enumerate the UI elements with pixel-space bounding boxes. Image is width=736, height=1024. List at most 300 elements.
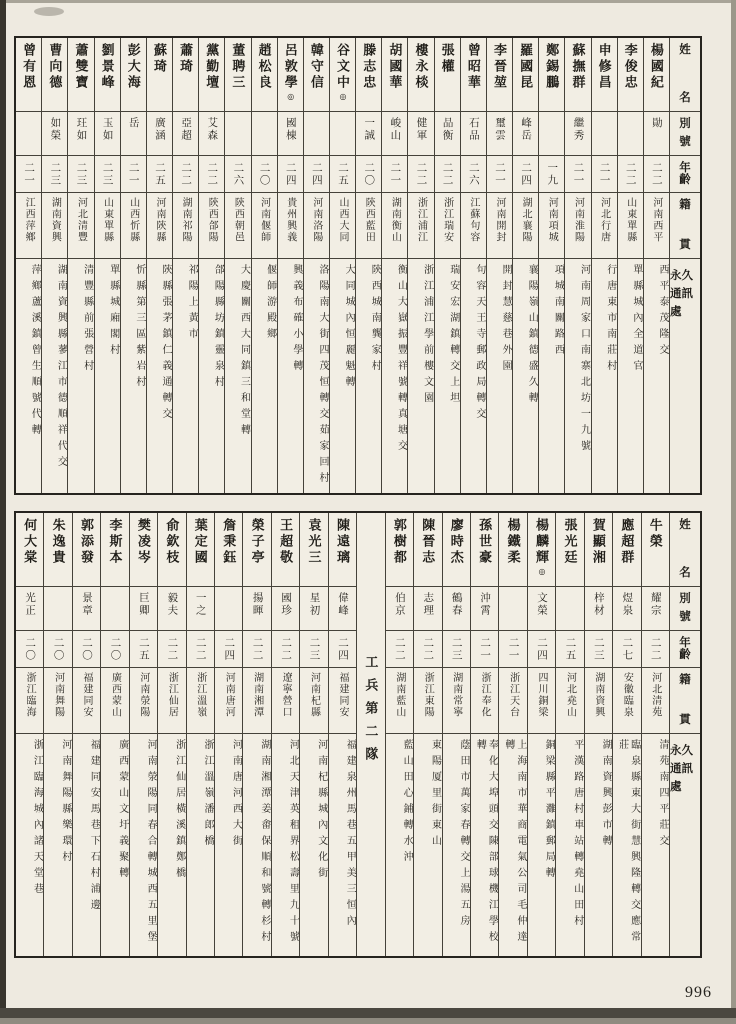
person-alias: 玉如 — [101, 117, 113, 142]
age-cell — [382, 156, 407, 193]
person-name: 楊麟輝◎ — [534, 518, 550, 576]
person-age: 二二 — [251, 637, 263, 662]
person-address: 清苑南四平莊交 — [657, 739, 668, 851]
person-alias: 亞超 — [180, 117, 192, 142]
name-cell — [158, 513, 185, 587]
alias-cell — [225, 112, 250, 156]
alias-cell — [44, 587, 71, 631]
address-cell — [199, 259, 224, 493]
entry-column — [173, 38, 199, 493]
person-origin: 貴州興義 — [284, 197, 296, 243]
header-char: 貫 — [679, 713, 691, 726]
entry-column — [16, 38, 42, 493]
person-alias: 勛 — [650, 117, 662, 130]
alias-cell — [199, 112, 224, 156]
person-age: 二二 — [422, 637, 434, 662]
person-origin: 浙江瑞安 — [441, 197, 453, 243]
person-alias: 煜泉 — [621, 592, 633, 617]
address-cell — [243, 734, 270, 956]
person-alias: 廣涵 — [153, 117, 165, 142]
directory-tables — [14, 36, 702, 958]
address-cell — [44, 734, 71, 956]
entry-column — [304, 38, 330, 493]
address-cell — [528, 734, 555, 956]
header-char: 籍 — [679, 674, 691, 686]
person-address: 湖南湘潭姜畬保順和號轉杉村 — [258, 739, 270, 947]
age-cell — [556, 631, 583, 668]
person-alias: 峰岳 — [520, 117, 532, 142]
person-origin: 浙江浦江 — [415, 197, 427, 243]
name-cell — [44, 513, 71, 587]
alias-cell — [592, 112, 617, 156]
person-age: 二二 — [650, 162, 662, 187]
person-origin: 河南陝縣 — [153, 197, 165, 243]
address-cell — [435, 259, 460, 493]
person-address: 福建泉州馬巷五甲美三恒內 — [344, 739, 356, 931]
person-name: 葉定國 — [192, 518, 208, 566]
person-name: 王超敬 — [278, 518, 294, 566]
entry-column — [147, 38, 173, 493]
alias-cell — [443, 587, 470, 631]
age-cell — [272, 631, 299, 668]
name-cell — [16, 513, 43, 587]
origin-cell — [414, 668, 441, 734]
person-origin: 安徽臨泉 — [621, 672, 633, 718]
person-origin: 河南項城 — [546, 197, 558, 243]
person-address: 廣西蒙山文圩義聚轉 — [116, 739, 128, 883]
person-origin: 湖南祁陽 — [180, 197, 192, 243]
name-cell — [121, 38, 146, 112]
entry-column — [408, 38, 434, 493]
person-address: 郃陽縣坊鎮靈泉村 — [212, 264, 224, 392]
address-cell — [130, 734, 157, 956]
origin-cell — [173, 193, 198, 259]
name-cell — [199, 38, 224, 112]
name-mark: ◎ — [338, 91, 348, 101]
alias-cell — [215, 587, 242, 631]
entry-column — [565, 38, 591, 493]
person-address: 忻縣第三區紫岩村 — [133, 264, 145, 392]
person-name: 詹秉鈺 — [221, 518, 237, 566]
person-origin: 河南滎陽 — [137, 672, 149, 718]
header-char: 號 — [679, 610, 691, 623]
address-cell — [592, 259, 617, 493]
age-cell — [471, 631, 498, 668]
person-age: 二一 — [23, 162, 35, 187]
age-cell — [330, 156, 355, 193]
name-cell — [585, 513, 612, 587]
age-cell — [644, 156, 669, 193]
entry-column — [42, 38, 68, 493]
alias-cell — [528, 587, 555, 631]
section-divider-label: 工兵第二隊 — [363, 655, 379, 770]
address-cell — [278, 259, 303, 493]
address-cell — [386, 734, 413, 956]
person-alias: 文榮 — [536, 592, 548, 617]
name-cell — [42, 38, 67, 112]
person-alias: 石品 — [467, 117, 479, 142]
person-alias: 毅夫 — [166, 592, 178, 617]
entry-column — [16, 513, 44, 956]
person-age: 二五 — [137, 637, 149, 662]
column-header-origin — [670, 668, 700, 734]
origin-cell — [16, 193, 41, 259]
person-name: 孫世豪 — [477, 518, 493, 566]
entry-column — [499, 513, 527, 956]
origin-cell — [304, 193, 329, 259]
origin-cell — [147, 193, 172, 259]
entry-column — [592, 38, 618, 493]
person-address: 上海南市華商電氣公司毛仲達轉 — [502, 739, 526, 947]
person-age: 二二 — [649, 637, 661, 662]
person-address: 浙江溫嶺潘郎橋 — [202, 739, 213, 851]
entry-column — [121, 38, 147, 493]
person-origin: 浙江奉化 — [479, 672, 491, 718]
person-alias: 志理 — [422, 592, 434, 617]
person-age: 二四 — [284, 162, 296, 187]
scan-edge-right — [731, 0, 736, 1024]
age-cell — [435, 156, 460, 193]
alias-cell — [147, 112, 172, 156]
person-age: 二三 — [75, 162, 87, 187]
origin-cell — [243, 668, 270, 734]
alias-cell — [329, 587, 356, 631]
origin-cell — [329, 668, 356, 734]
person-address: 平漢路唐村車站轉堯山田村 — [571, 739, 583, 931]
header-char: 處 — [670, 781, 682, 793]
person-name: 滕志忠 — [361, 43, 377, 91]
person-age: 二四 — [310, 162, 322, 187]
address-cell — [642, 734, 669, 956]
person-address: 河南舞陽縣樂環村 — [59, 739, 71, 867]
person-name: 呂敦學◎ — [282, 43, 298, 101]
header-char: 永 — [670, 745, 682, 757]
entry-column — [68, 38, 94, 493]
alias-cell — [173, 112, 198, 156]
age-cell — [95, 156, 120, 193]
alias-cell — [300, 587, 327, 631]
person-alias: 鶴春 — [450, 592, 462, 617]
person-origin: 湖南資興 — [592, 672, 604, 718]
name-cell — [382, 38, 407, 112]
address-cell — [471, 734, 498, 956]
person-age: 二〇 — [109, 637, 121, 662]
age-cell — [243, 631, 270, 668]
person-origin: 陝西郃陽 — [206, 197, 218, 243]
name-cell — [642, 513, 669, 587]
header-char: 訊 — [681, 288, 693, 300]
person-name: 董聘三 — [230, 43, 246, 91]
person-age: 二一 — [507, 637, 519, 662]
person-alias: 星初 — [308, 592, 320, 617]
origin-cell — [252, 193, 277, 259]
age-cell — [158, 631, 185, 668]
person-name: 申修昌 — [596, 43, 612, 91]
origin-cell — [408, 193, 433, 259]
person-address: 開封慧慈巷外園 — [500, 264, 512, 376]
person-origin: 湖南藍山 — [393, 672, 405, 718]
entry-column — [252, 38, 278, 493]
name-cell — [187, 513, 214, 587]
name-cell — [243, 513, 270, 587]
person-name: 樊凌岑 — [135, 518, 151, 566]
person-age: 二三 — [308, 637, 320, 662]
entry-column — [73, 513, 101, 956]
age-cell — [278, 156, 303, 193]
person-name: 楊國紀 — [648, 43, 664, 91]
alias-cell — [101, 587, 128, 631]
entry-column — [642, 513, 670, 956]
name-cell — [225, 38, 250, 112]
entry-column — [471, 513, 499, 956]
person-alias: 巨卿 — [137, 592, 149, 617]
column-header-addr — [670, 259, 700, 493]
person-address: 臨泉縣東大街慧興隆轉交應常莊 — [616, 739, 640, 947]
age-cell — [487, 156, 512, 193]
person-address: 河南杞縣城內文化街 — [315, 739, 327, 883]
person-age: 二〇 — [81, 637, 93, 662]
origin-cell — [613, 668, 640, 734]
person-alias: 梓材 — [592, 592, 604, 617]
person-alias: 玨如 — [75, 117, 87, 142]
origin-cell — [121, 193, 146, 259]
header-char: 久 — [681, 745, 693, 757]
address-cell — [252, 259, 277, 493]
header-char: 別 — [679, 593, 691, 605]
person-age: 二三 — [49, 162, 61, 187]
roster-table-bottom — [14, 511, 702, 958]
address-cell — [101, 734, 128, 956]
person-address: 單縣城廂閣村 — [107, 264, 119, 360]
person-name: 曹向德 — [47, 43, 63, 91]
origin-cell — [225, 193, 250, 259]
address-cell — [356, 259, 381, 493]
column-header-alias — [670, 587, 700, 631]
person-name: 鄭錫鵬 — [544, 43, 560, 91]
origin-cell — [278, 193, 303, 259]
person-address: 河南唐河西大街 — [230, 739, 242, 851]
person-age: 二三 — [101, 162, 113, 187]
person-name: 劉景峰 — [99, 43, 115, 91]
person-origin: 河南洛陽 — [310, 197, 322, 243]
person-alias: 沖霄 — [479, 592, 491, 617]
entry-column — [461, 38, 487, 493]
entry-column — [356, 38, 382, 493]
person-name: 曾有恩 — [21, 43, 37, 91]
name-cell — [173, 38, 198, 112]
person-origin: 江蘇句容 — [467, 197, 479, 243]
age-cell — [642, 631, 669, 668]
address-cell — [565, 259, 590, 493]
person-address: 襄陽嶺山鎮德盛久轉 — [526, 264, 538, 408]
person-origin: 湖南湘潭 — [251, 672, 263, 718]
person-name: 郭添發 — [79, 518, 95, 566]
header-char: 姓 — [679, 519, 691, 531]
origin-cell — [158, 668, 185, 734]
age-cell — [513, 156, 538, 193]
person-age: 二五 — [337, 162, 349, 187]
header-char: 訊 — [681, 763, 693, 775]
address-cell — [443, 734, 470, 956]
person-origin: 河南杞縣 — [308, 672, 320, 718]
person-alias: 國珍 — [280, 592, 292, 617]
address-cell — [461, 259, 486, 493]
age-cell — [443, 631, 470, 668]
alias-cell — [130, 587, 157, 631]
entry-column — [382, 38, 408, 493]
name-cell — [300, 513, 327, 587]
person-origin: 河南開封 — [493, 197, 505, 243]
address-cell — [304, 259, 329, 493]
person-name: 俞欽枝 — [164, 518, 180, 566]
entry-column — [158, 513, 186, 956]
age-cell — [461, 156, 486, 193]
person-address: 興義布確小學轉 — [290, 264, 302, 376]
name-cell — [471, 513, 498, 587]
person-address: 大慶關西大同鎮三和堂轉 — [238, 264, 250, 440]
person-age: 二一 — [389, 162, 401, 187]
person-alias: 品衡 — [441, 117, 453, 142]
alias-cell — [95, 112, 120, 156]
person-age: 二〇 — [258, 162, 270, 187]
address-cell — [95, 259, 120, 493]
person-address: 項城南關路西 — [552, 264, 564, 360]
name-cell — [73, 513, 100, 587]
address-cell — [330, 259, 355, 493]
person-age: 二二 — [441, 162, 453, 187]
entry-column — [187, 513, 215, 956]
name-mark: ◎ — [285, 91, 295, 101]
person-name: 陳遠璃 — [334, 518, 350, 566]
alias-cell — [330, 112, 355, 156]
name-cell — [435, 38, 460, 112]
origin-cell — [499, 668, 526, 734]
person-address: 蔭田市萬家春轉交上湯五房 — [457, 739, 469, 931]
age-cell — [356, 156, 381, 193]
person-name: 韓守信 — [308, 43, 324, 91]
person-origin: 福建同安 — [336, 672, 348, 718]
person-address: 銅梁縣平灘鎮郵局轉 — [543, 739, 555, 883]
person-address: 瑞安宏湖鎮轉交上坦 — [447, 264, 459, 408]
roster-table-top — [14, 36, 702, 495]
person-name: 蕭雙寶 — [73, 43, 89, 91]
person-alias: 景章 — [81, 592, 93, 617]
person-origin: 四川銅梁 — [536, 672, 548, 718]
entry-column — [644, 38, 670, 493]
entry-column — [330, 38, 356, 493]
alias-cell — [556, 587, 583, 631]
age-cell — [408, 156, 433, 193]
alias-cell — [386, 587, 413, 631]
entry-column — [513, 38, 539, 493]
entry-column — [414, 513, 442, 956]
address-cell — [513, 259, 538, 493]
entry-column — [539, 38, 565, 493]
person-name: 趙松良 — [256, 43, 272, 91]
age-cell — [592, 156, 617, 193]
person-age: 二二 — [393, 637, 405, 662]
person-age: 二三 — [592, 637, 604, 662]
person-alias: 一誠 — [363, 117, 375, 142]
header-char: 齡 — [679, 173, 691, 186]
person-age: 二一 — [127, 162, 139, 187]
alias-cell — [73, 587, 100, 631]
entry-column — [435, 38, 461, 493]
age-cell — [499, 631, 526, 668]
address-cell — [215, 734, 242, 956]
alias-cell — [435, 112, 460, 156]
person-name: 朱逸貴 — [50, 518, 66, 566]
name-cell — [304, 38, 329, 112]
age-cell — [329, 631, 356, 668]
address-cell — [613, 734, 640, 956]
entry-column — [44, 513, 72, 956]
person-origin: 陝西藍田 — [363, 197, 375, 243]
person-name: 蕭琦 — [178, 43, 194, 75]
origin-cell — [585, 668, 612, 734]
alias-cell — [539, 112, 564, 156]
address-cell — [272, 734, 299, 956]
person-origin: 浙江天台 — [507, 672, 519, 718]
origin-cell — [528, 668, 555, 734]
person-age: 二二 — [280, 637, 292, 662]
origin-cell — [330, 193, 355, 259]
name-cell — [613, 513, 640, 587]
name-cell — [644, 38, 669, 112]
name-cell — [461, 38, 486, 112]
origin-cell — [386, 668, 413, 734]
name-cell — [101, 513, 128, 587]
person-address: 奉化大埠頭交陳部球機江學校轉 — [474, 739, 498, 947]
person-name: 蘇琦 — [151, 43, 167, 75]
person-address: 偃師游殿鄉 — [264, 264, 276, 344]
origin-cell — [539, 193, 564, 259]
alias-cell — [613, 587, 640, 631]
person-alias: 伯京 — [393, 592, 405, 617]
person-origin: 江西萍鄉 — [23, 197, 35, 243]
scan-edge-left — [0, 0, 6, 1024]
person-age: 二七 — [621, 637, 633, 662]
alias-cell — [644, 112, 669, 156]
alias-cell — [187, 587, 214, 631]
address-cell — [487, 259, 512, 493]
alias-cell — [68, 112, 93, 156]
person-alias: 健軍 — [415, 117, 427, 142]
person-origin: 山東單縣 — [624, 197, 636, 243]
person-name: 廖時杰 — [448, 518, 464, 566]
alias-cell — [278, 112, 303, 156]
person-origin: 廣西蒙山 — [109, 672, 121, 718]
person-address: 河北天津英租界松壽里九十號 — [287, 739, 299, 947]
address-cell — [618, 259, 643, 493]
age-cell — [130, 631, 157, 668]
person-origin: 福建同安 — [81, 672, 93, 718]
person-origin: 湖南常寧 — [450, 672, 462, 718]
column-header-alias — [670, 112, 700, 156]
person-alias: 國棟 — [284, 117, 296, 142]
person-alias: 艾森 — [206, 117, 218, 142]
age-cell — [101, 631, 128, 668]
person-name: 李斯本 — [107, 518, 123, 566]
person-origin: 湖北襄陽 — [520, 197, 532, 243]
person-name: 胡國華 — [387, 43, 403, 91]
alias-cell — [158, 587, 185, 631]
column-header-name — [670, 513, 700, 587]
alias-cell — [565, 112, 590, 156]
name-cell — [130, 513, 157, 587]
age-cell — [585, 631, 612, 668]
name-cell — [329, 513, 356, 587]
